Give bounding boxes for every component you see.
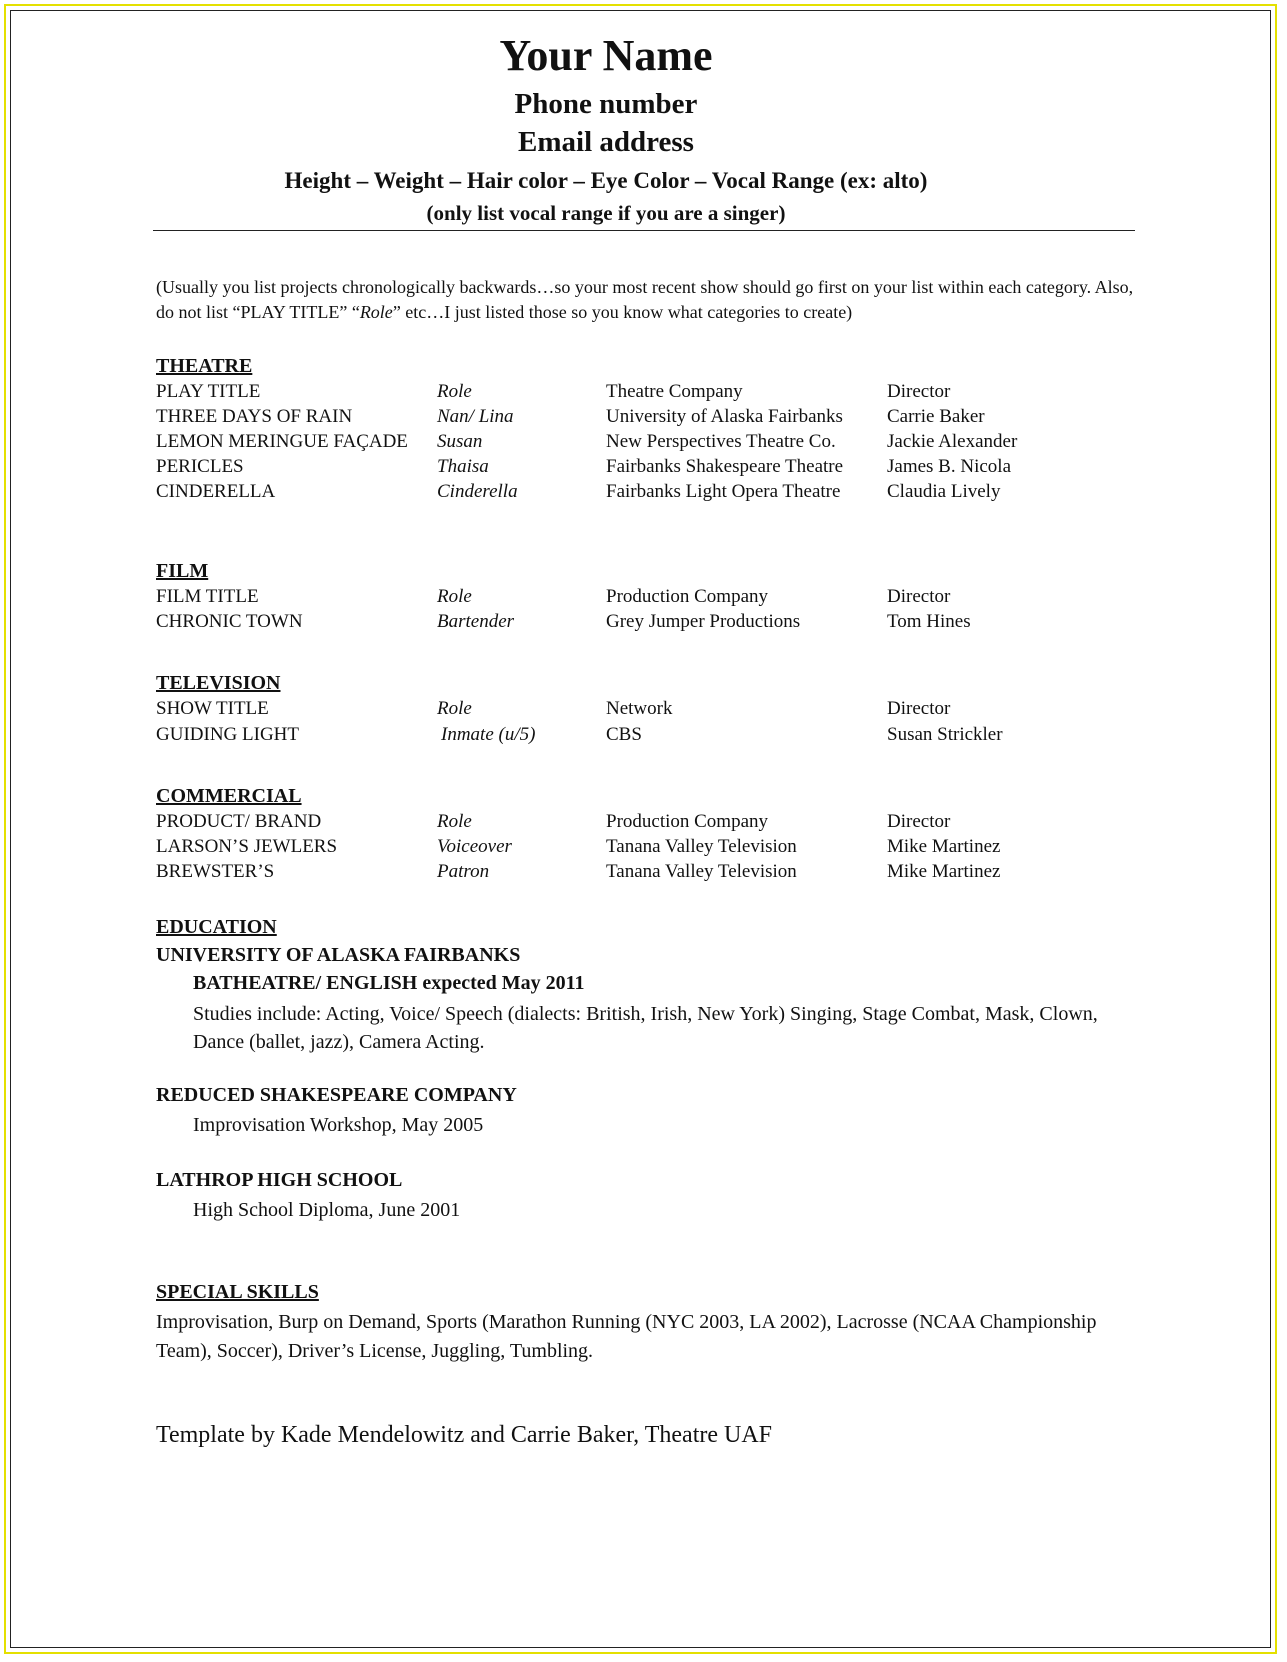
credit-title: PLAY TITLE <box>156 381 261 402</box>
credit-title: LEMON MERINGUE FAÇADE <box>156 431 408 452</box>
theatre-row <box>0 381 1287 407</box>
film-row <box>0 586 1287 612</box>
school-lathrop: LATHROP HIGH SCHOOL <box>156 1169 403 1191</box>
credit-role: Role <box>437 811 472 832</box>
theatre-row <box>0 456 1287 482</box>
detail-lathrop: High School Diploma, June 2001 <box>193 1199 461 1221</box>
physical-stats: Height – Weight – Hair color – Eye Color – Vocal Range (ex: alto) <box>284 168 928 193</box>
template-credit: Template by Kade Mendelowitz and Carrie Baker, Theatre UAF <box>156 1422 773 1448</box>
television-row <box>0 698 1287 724</box>
header-divider <box>153 230 1135 231</box>
film-heading: FILM <box>156 560 209 582</box>
credit-title: GUIDING LIGHT <box>156 724 299 745</box>
theatre-row <box>0 431 1287 457</box>
credit-director: Tom Hines <box>887 611 971 632</box>
credit-company: Fairbanks Light Opera Theatre <box>606 481 841 502</box>
credit-director: Director <box>887 381 951 402</box>
credit-role: Cinderella <box>437 481 518 502</box>
credit-title: FILM TITLE <box>156 586 259 607</box>
credit-role: Patron <box>437 861 490 882</box>
credit-network: Network <box>606 698 673 719</box>
credit-role: Thaisa <box>437 456 489 477</box>
credit-role: Role <box>437 698 472 719</box>
intro-text-before: (Usually you list projects chronologically backwards…so your most recent show should go first on your list within each category. Also, do not list “PLAY TITLE” “ <box>156 277 1134 322</box>
credit-company: Fairbanks Shakespeare Theatre <box>606 456 844 477</box>
credit-director: Director <box>887 586 951 607</box>
television-row <box>0 724 1287 750</box>
commercial-row <box>0 836 1287 862</box>
credit-role: Susan <box>437 431 483 452</box>
intro-note <box>156 275 1136 325</box>
studies-uaf: Studies include: Acting, Voice/ Speech (dialects: British, Irish, New York) Singing, Stage Combat, Mask, Clown, Dance (ballet, jazz), Camera Acting. <box>193 1003 1098 1053</box>
theatre-row <box>0 481 1287 507</box>
credit-director: Claudia Lively <box>887 481 1001 502</box>
credit-role: Nan/ Lina <box>437 406 514 427</box>
credit-role: Role <box>437 586 472 607</box>
credit-director: James B. Nicola <box>887 456 1012 477</box>
credit-role: Inmate (u/5) <box>441 724 536 745</box>
credit-title: LARSON’S JEWLERS <box>156 836 338 857</box>
television-heading: TELEVISION <box>156 672 281 694</box>
credit-company: Grey Jumper Productions <box>606 611 801 632</box>
credit-company: Tanana Valley Television <box>606 861 797 882</box>
theatre-row <box>0 406 1287 432</box>
credit-director: Carrie Baker <box>887 406 985 427</box>
credit-director: Director <box>887 811 951 832</box>
intro-text-after: ” etc…I just listed those so you know what categories to create) <box>392 302 853 322</box>
credit-role: Bartender <box>437 611 515 632</box>
intro-role-word: Role <box>359 302 393 322</box>
phone-number: Phone number <box>514 88 698 120</box>
credit-company: Tanana Valley Television <box>606 836 797 857</box>
commercial-heading: COMMERCIAL <box>156 785 302 807</box>
film-row <box>0 611 1287 637</box>
email-address: Email address <box>518 126 694 158</box>
theatre-heading: THEATRE <box>156 355 253 377</box>
credit-director: Mike Martinez <box>887 861 1001 882</box>
credit-company: Theatre Company <box>606 381 743 402</box>
credit-director: Director <box>887 698 951 719</box>
detail-rsc: Improvisation Workshop, May 2005 <box>193 1114 484 1136</box>
degree-uaf: BATHEATRE/ ENGLISH expected May 2011 <box>193 972 585 994</box>
commercial-row <box>0 861 1287 887</box>
credit-title: THREE DAYS OF RAIN <box>156 406 353 427</box>
education-heading: EDUCATION <box>156 916 277 938</box>
vocal-range-note: (only list vocal range if you are a singer) <box>426 201 786 225</box>
credit-title: CINDERELLA <box>156 481 276 502</box>
credit-title: BREWSTER’S <box>156 861 275 882</box>
credit-director: Susan Strickler <box>887 724 1003 745</box>
credit-company: Production Company <box>606 586 769 607</box>
credit-director: Jackie Alexander <box>887 431 1018 452</box>
credit-title: SHOW TITLE <box>156 698 269 719</box>
credit-title: CHRONIC TOWN <box>156 611 303 632</box>
resume-name: Your Name <box>499 31 713 80</box>
credit-director: Mike Martinez <box>887 836 1001 857</box>
credit-role: Voiceover <box>437 836 512 857</box>
credit-network: CBS <box>606 724 642 745</box>
credit-company: New Perspectives Theatre Co. <box>606 431 836 452</box>
commercial-row <box>0 811 1287 837</box>
credit-company: University of Alaska Fairbanks <box>606 406 843 427</box>
school-uaf: UNIVERSITY OF ALASKA FAIRBANKS <box>156 944 521 966</box>
school-rsc: REDUCED SHAKESPEARE COMPANY <box>156 1084 517 1106</box>
special-skills-text: Improvisation, Burp on Demand, Sports (Marathon Running (NYC 2003, LA 2002), Lacrosse (NCAA Championship Team), Soccer), Driver’s License, Juggling, Tumbling. <box>156 1311 1097 1362</box>
credit-title: PERICLES <box>156 456 244 477</box>
credit-company: Production Company <box>606 811 769 832</box>
credit-title: PRODUCT/ BRAND <box>156 811 322 832</box>
credit-role: Role <box>437 381 472 402</box>
special-skills-heading: SPECIAL SKILLS <box>156 1281 319 1303</box>
